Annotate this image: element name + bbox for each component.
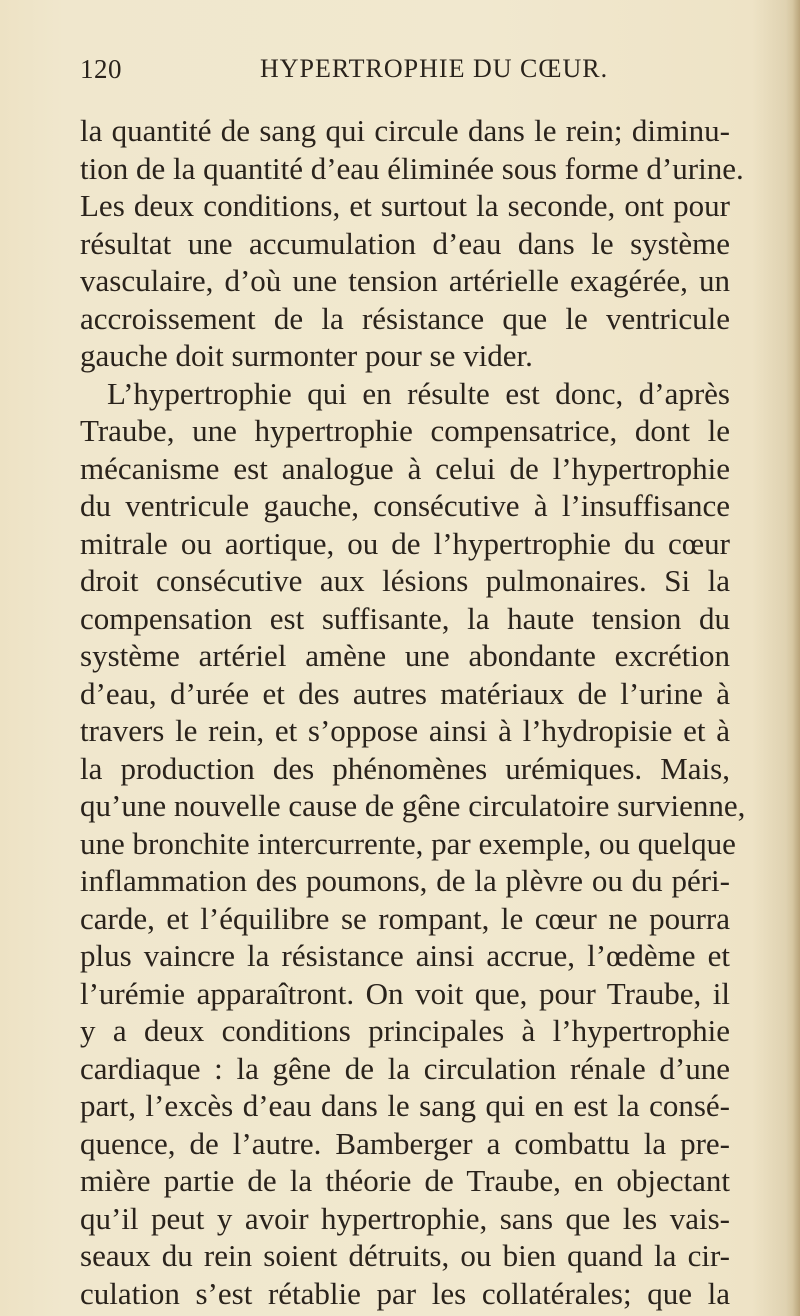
running-head [80, 54, 720, 88]
text-line: système artériel amène une abondante excrétion [80, 638, 730, 673]
text-line: part, l’excès d’eau dans le sang qui en est la consé- [80, 1088, 730, 1123]
text-line: L’hypertrophie qui en résulte est donc, d’après [107, 375, 730, 411]
text-line: accroissement de la résistance que le ventricule [80, 300, 730, 336]
text-line: plus vaincre la résistance ainsi accrue, l’œdème et [80, 938, 730, 973]
text-line: la quantité de sang qui circule dans le rein; diminu- [80, 113, 730, 148]
text-line: Traube, une hypertrophie compensatrice, dont le [80, 413, 730, 448]
text-line: carde, et l’équilibre se rompant, le cœur ne pourra [80, 900, 730, 936]
text-line: du ventricule gauche, consécutive à l’insuffisance [80, 488, 730, 523]
text-line: d’eau, d’urée et des autres matériaux de l’urine à [80, 675, 730, 711]
text-line: mitrale ou aortique, ou de l’hypertrophie du cœur [80, 525, 730, 561]
text-line: la production des phénomènes urémiques. Mais, [80, 750, 730, 786]
text-line: tion de la quantité d’eau éliminée sous forme d’urine. [80, 150, 744, 186]
text-line: vasculaire, d’où une tension artérielle exagérée, un [80, 263, 730, 298]
text-line: cardiaque : la gêne de la circulation rénale d’une [80, 1050, 730, 1086]
text-line: seaux du rein soient détruits, ou bien quand la cir- [80, 1238, 730, 1273]
body-text [80, 112, 746, 1312]
page-number: 120 [80, 54, 122, 84]
text-line: culation s’est rétablie par les collatérales; que la [80, 1275, 730, 1311]
page-edge-shadow [786, 0, 800, 1316]
text-line: une bronchite intercurrente, par exemple, ou quelque [80, 825, 736, 861]
text-line: résultat une accumulation d’eau dans le système [80, 225, 730, 261]
text-line: Les deux conditions, et surtout la seconde, ont pour [80, 188, 730, 223]
text-line: droit consécutive aux lésions pulmonaires. Si la [80, 563, 730, 598]
text-line: qu’il peut y avoir hypertrophie, sans que les vais- [80, 1200, 730, 1236]
text-line: compensation est suffisante, la haute tension du [80, 600, 730, 636]
text-line: mière partie de la théorie de Traube, en objectant [80, 1163, 730, 1198]
text-line: qu’une nouvelle cause de gêne circulatoire survienne, [80, 788, 746, 823]
text-line: inflammation des poumons, de la plèvre ou du péri- [80, 863, 730, 898]
text-line: y a deux conditions principales à l’hypertrophie [80, 1013, 730, 1048]
text-line: l’urémie apparaîtront. On voit que, pour Traube, il [80, 975, 730, 1011]
text-line: mécanisme est analogue à celui de l’hypertrophie [80, 450, 730, 486]
text-line: travers le rein, et s’oppose ainsi à l’hydropisie et à [80, 713, 730, 748]
running-head-title: HYPERTROPHIE DU CŒUR. [260, 54, 609, 83]
text-line: gauche doit surmonter pour se vider. [80, 338, 533, 373]
text-line: quence, de l’autre. Bamberger a combattu la pre- [80, 1125, 730, 1161]
